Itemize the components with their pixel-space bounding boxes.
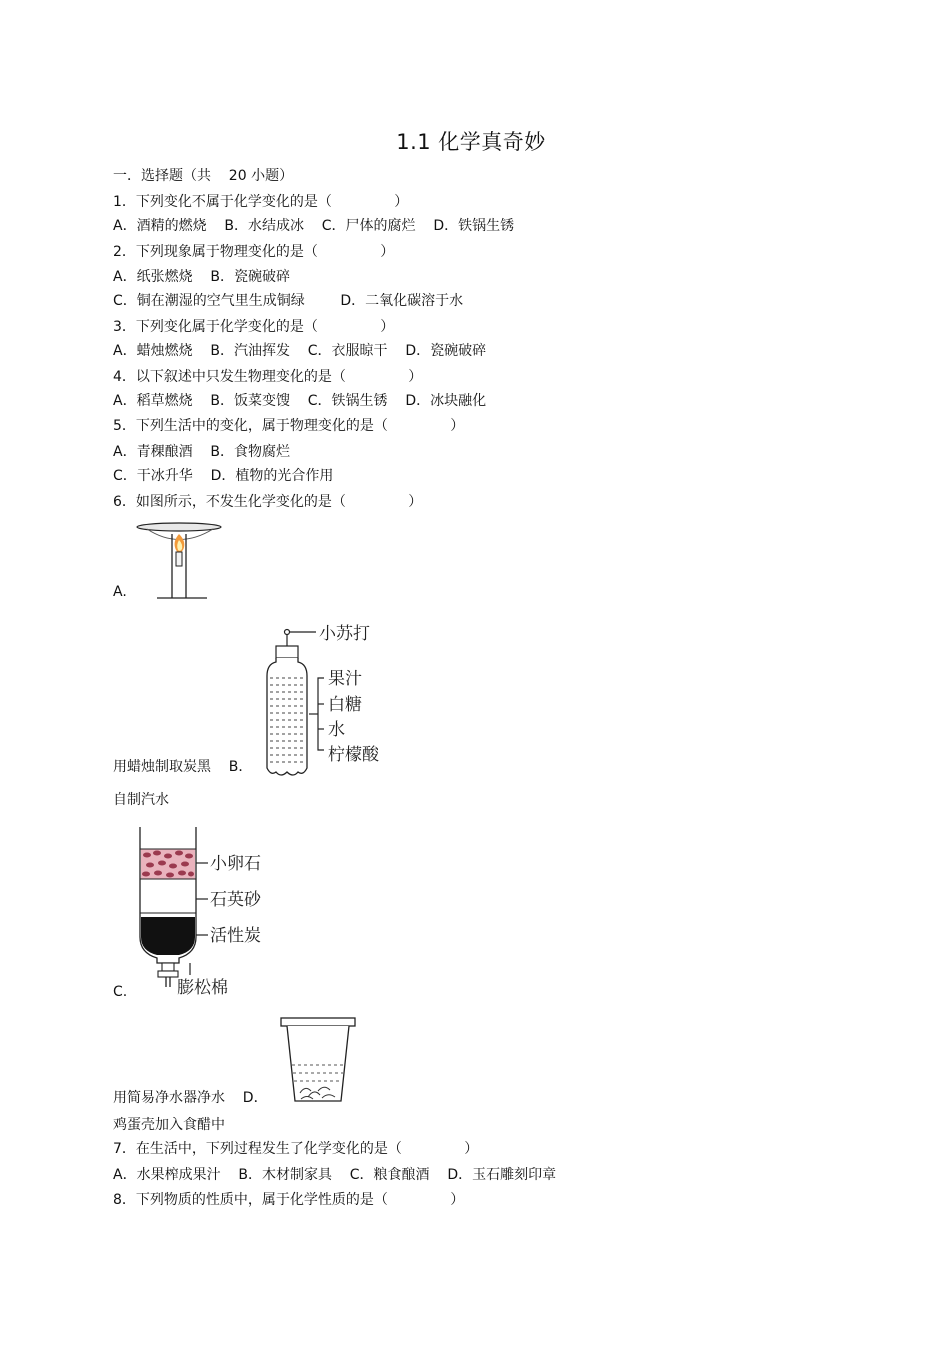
figure-b-soda-bottle (262, 622, 397, 780)
question-3-options: A．蜡烛燃烧 B．汽油挥发 C．衣服晾干 D．瓷碗破碎 (113, 343, 487, 359)
page-title: 1.1 化学真奇妙 (396, 130, 546, 154)
question-5-options-cd: C．干冰升华 D．植物的光合作用 (113, 468, 334, 484)
figure-c-caption: 用简易净水器净水 D． (113, 1090, 268, 1106)
question-2-options-cd: C．铜在潮湿的空气里生成铜绿 D．二氧化碳溶于水 (113, 293, 464, 309)
figure-b-label-top: 小苏打 (319, 624, 370, 644)
question-7: 7．在生活中，下列过程发生了化学变化的是（ ） (113, 1141, 479, 1157)
figure-d-cup-eggshell (278, 1015, 360, 1107)
figure-b-label-2: 白糖 (328, 695, 362, 715)
figure-c-label-3: 活性炭 (210, 926, 261, 946)
question-2-options-ab: A．纸张燃烧 B．瓷碗破碎 (113, 269, 290, 285)
question-5: 5．下列生活中的变化，属于物理变化的是（ ） (113, 418, 465, 434)
figure-c-label-2: 石英砂 (210, 890, 261, 910)
figure-a-caption: 用蜡烛制取炭黑 B． (113, 759, 253, 775)
question-3: 3．下列变化属于化学变化的是（ ） (113, 319, 395, 335)
question-7-options: A．水果榨成果汁 B．木材制家具 C．粮食酿酒 D．玉石雕刻印章 (113, 1167, 557, 1183)
question-4-options: A．稻草燃烧 B．饭菜变馊 C．铁锅生锈 D．冰块融化 (113, 393, 487, 409)
figure-c-label-1: 小卵石 (210, 854, 261, 874)
question-5-options-ab: A．青稞酿酒 B．食物腐烂 (113, 444, 290, 460)
question-1-options: A．酒精的燃烧 B．水结成冰 C．尸体的腐烂 D．铁锅生锈 (113, 218, 515, 234)
figure-d-caption: 鸡蛋壳加入食醋中 (113, 1117, 225, 1133)
question-2: 2．下列现象属于物理变化的是（ ） (113, 244, 395, 260)
figure-a-candle-plate (135, 520, 225, 604)
figure-c-letter: C. (113, 984, 128, 1000)
question-1: 1．下列变化不属于化学变化的是（ ） (113, 194, 409, 210)
question-6: 6．如图所示，不发生化学变化的是（ ） (113, 494, 423, 510)
question-8: 8．下列物质的性质中，属于化学性质的是（ ） (113, 1192, 465, 1208)
figure-b-caption: 自制汽水 (113, 792, 169, 808)
figure-b-label-4: 柠檬酸 (328, 745, 379, 765)
question-4: 4．以下叙述中只发生物理变化的是（ ） (113, 369, 423, 385)
figure-c-water-purifier (135, 825, 275, 1000)
figure-c-label-4: 膨松棉 (177, 978, 228, 998)
figure-b-label-3: 水 (328, 720, 345, 740)
section-heading: 一．选择题（共 20 小题） (113, 168, 294, 184)
figure-b-label-1: 果汁 (328, 669, 362, 689)
figure-a-letter: A. (113, 584, 127, 600)
